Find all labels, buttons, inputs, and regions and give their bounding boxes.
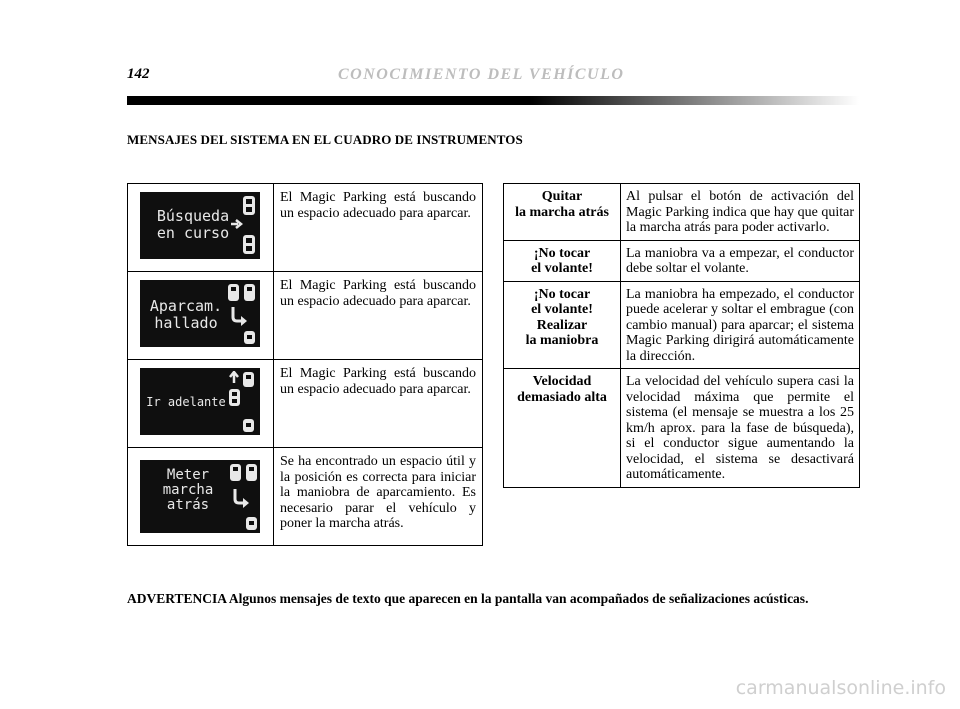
table-row [128, 272, 483, 360]
message-description: La maniobra ha empezado, el conductor puede acelerar y soltar el embrague (con cambio manual) para aparcar; el sistema Magic Parking dirigirá automáticamente la dirección. [621, 281, 860, 369]
section-heading: MENSAJES DEL SISTEMA EN EL CUADRO DE INSTRUMENTOS [127, 132, 523, 147]
description-text: El Magic Parking está buscando un espacio adecuado para aparcar. [274, 184, 483, 272]
message-label: ¡No tocar el volante! [504, 240, 621, 281]
description-text: Se ha encontrado un espacio útil y la posición es correcta para iniciar la maniobra de aparcamiento. Es necesario parar el vehículo y poner la marcha atrás. [274, 448, 483, 546]
messages-table [503, 183, 860, 488]
arrow-right-icon [230, 218, 244, 230]
instrument-display [140, 368, 260, 435]
display-messages-table [127, 183, 483, 546]
table-row [504, 240, 860, 281]
table-row [504, 184, 860, 241]
page-number: 142 [127, 66, 150, 82]
message-label: Quitar la marcha atrás [504, 184, 621, 241]
display-message: Ir adelante [146, 395, 226, 409]
table-row [128, 360, 483, 448]
display-image-cell [128, 448, 274, 546]
instrument-display [140, 192, 260, 259]
message-description: Al pulsar el botón de activación del Magic Parking indica que hay que quitar la marcha atrás para poder activarlo. [621, 184, 860, 241]
message-label: Velocidad demasiado alta [504, 369, 621, 488]
display-image-cell [128, 360, 274, 448]
watermark: carmanualsonline.info [735, 677, 946, 699]
page-header-title: CONOCIMIENTO DEL VEHÍCULO [338, 66, 625, 83]
display-message: Aparcam. hallado [149, 297, 223, 332]
table-row [128, 448, 483, 546]
description-text: El Magic Parking está buscando un espacio adecuado para aparcar. [274, 272, 483, 360]
table-row [504, 369, 860, 488]
table-row [504, 281, 860, 369]
display-message: Meter marcha atrás [162, 467, 214, 513]
display-message: Búsqueda en curso [156, 207, 230, 242]
instrument-display [140, 280, 260, 347]
message-label: ¡No tocar el volante! Realizar la maniobra [504, 281, 621, 369]
header-rule [127, 96, 859, 105]
parking-cars-icon [228, 371, 258, 433]
parking-cars-icon [228, 463, 260, 531]
message-description: La maniobra va a empezar, el conductor debe soltar el volante. [621, 240, 860, 281]
display-image-cell [128, 272, 274, 360]
description-text: El Magic Parking está buscando un espacio adecuado para aparcar. [274, 360, 483, 448]
warning-note: ADVERTENCIA Algunos mensajes de texto que aparecen en la pantalla van acompañados de señalizaciones acústicas. [127, 591, 809, 606]
display-image-cell [128, 184, 274, 272]
instrument-display [140, 460, 260, 533]
parking-cars-icon [225, 283, 259, 345]
message-description: La velocidad del vehículo supera casi la velocidad máxima que permite el sistema (el mensaje se muestra a los 25 km/h aprox. para la fase de búsqueda), si el conductor sigue aumentando la velocidad, el sistema se desactivará automáticamente. [621, 369, 860, 488]
table-row [128, 184, 483, 272]
